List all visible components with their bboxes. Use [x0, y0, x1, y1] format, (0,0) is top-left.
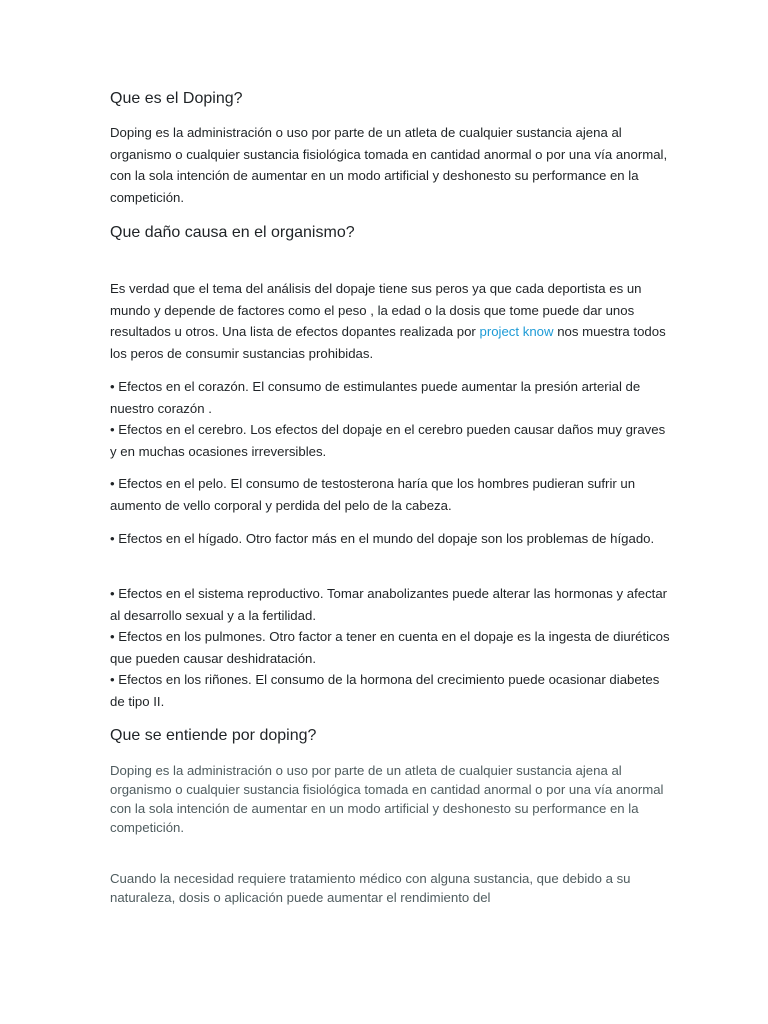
project-know-link[interactable]: project know: [479, 324, 554, 340]
heading-que-es-el-doping: Que es el Doping?: [110, 90, 243, 107]
paragraph-medical-treatment: Cuando la necesidad requiere tratamiento médico con alguna sustancia, que debido a su naturaleza, dosis o aplicación puede aumentar el rendimiento del: [110, 871, 631, 905]
intro-text-before-link: Es verdad que el tema del análisis del dopaje tiene sus peros ya que cada deportista es un mundo y depende de factores como el peso , la edad o la dosis que tome puede dar unos resultados u otros. Una lista de efectos dopantes realizada por: [110, 281, 642, 340]
effect-item-heart: • Efectos en el corazón. El consumo de estimulantes puede aumentar la presión arterial de nuestro corazón .: [110, 379, 641, 416]
heading-que-se-entiende: Que se entiende por doping?: [110, 727, 317, 744]
intro-text-after-link: nos muestra todos los peros de consumir sustancias prohibidas.: [110, 324, 666, 361]
effects-group-2: [110, 583, 670, 713]
effect-item-kidneys: • Efectos en los riñones. El consumo de la hormona del crecimiento puede ocasionar diabetes de tipo II.: [110, 672, 660, 709]
effect-item-hair: • Efectos en el pelo. El consumo de testosterona haría que los hombres pudieran sufrir un aumento de vello corporal y perdida del pelo de la cabeza.: [110, 476, 636, 513]
paragraph-doping-definition: Doping es la administración o uso por parte de un atleta de cualquier sustancia ajena al organismo o cualquier sustancia fisiológica tomada en cantidad anormal o por una vía anormal, con la sola intención de aumentar en un modo artificial y deshonesto su performance en la competición.: [110, 125, 668, 205]
effect-item-reproductive: • Efectos en el sistema reproductivo. Tomar anabolizantes puede alterar las hormonas y afectar al desarrollo sexual y a la fertilidad.: [110, 586, 668, 623]
effect-item-liver: • Efectos en el hígado. Otro factor más en el mundo del dopaje son los problemas de hígado.: [110, 531, 655, 546]
heading-que-dano-causa: Que daño causa en el organismo?: [110, 224, 355, 241]
effects-group-1: [110, 376, 670, 462]
paragraph-dopaje-intro: [110, 278, 670, 364]
paragraph-doping-definition-2: Doping es la administración o uso por parte de un atleta de cualquier sustancia ajena al organismo o cualquier sustancia fisiológica tomada en cantidad anormal o por una vía anormal con la sola intención de aumentar en un modo artificial y deshonesto su performance en la competición.: [110, 763, 664, 835]
effect-item-lungs: • Efectos en los pulmones. Otro factor a tener en cuenta en el dopaje es la ingesta de diuréticos que pueden causar deshidratación.: [110, 629, 670, 666]
effect-item-brain: • Efectos en el cerebro. Los efectos del dopaje en el cerebro pueden causar daños muy graves y en muchas ocasiones irreversibles.: [110, 422, 666, 459]
